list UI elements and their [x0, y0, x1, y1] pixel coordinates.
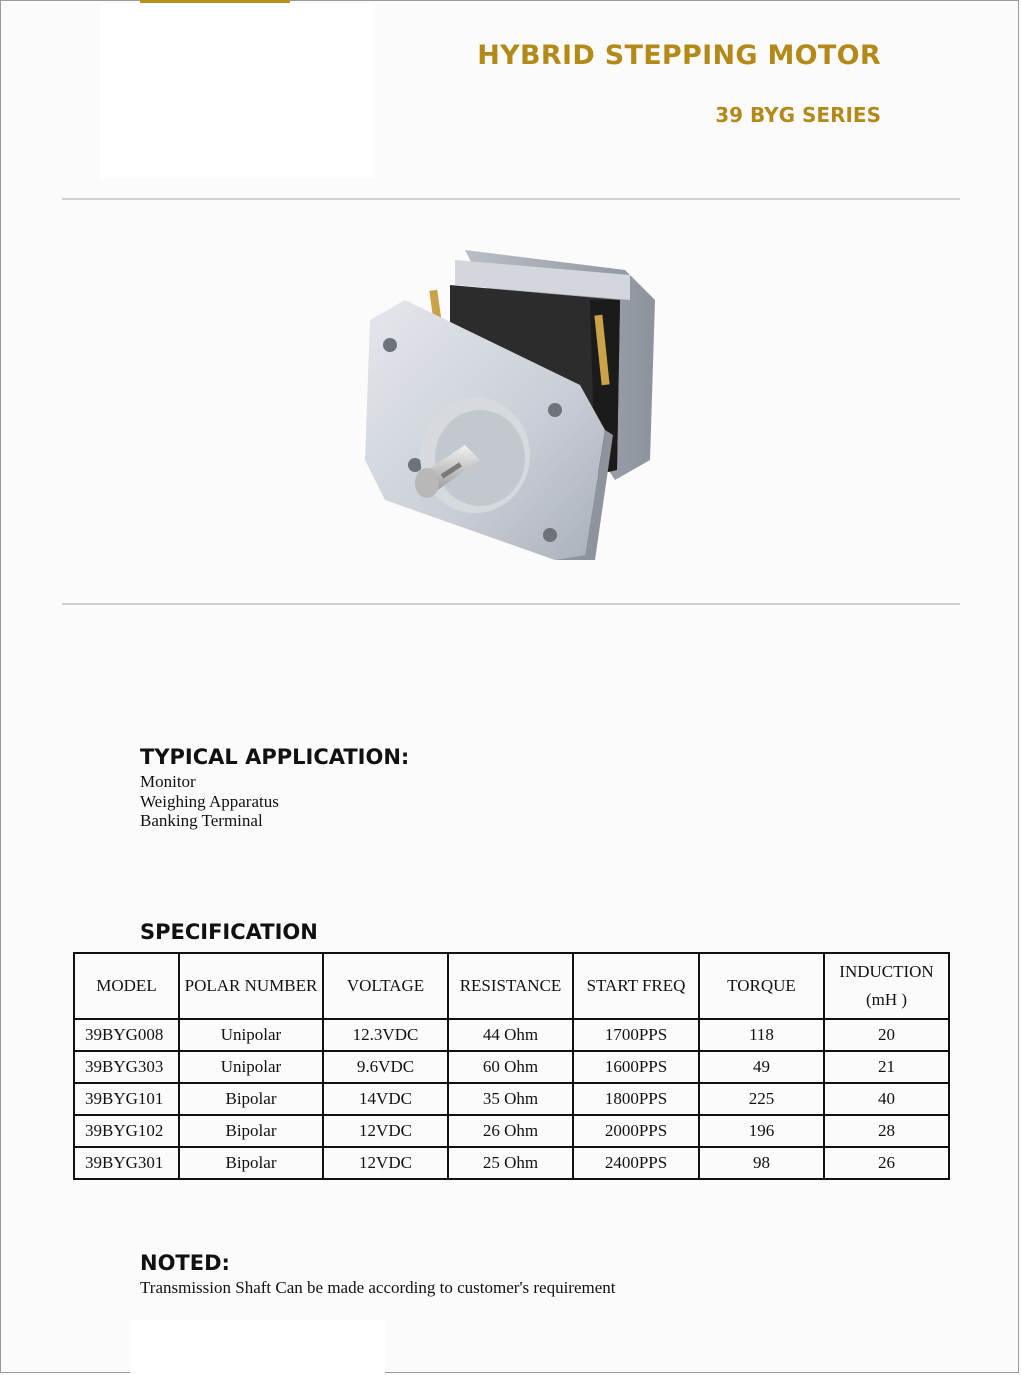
application-list	[140, 772, 279, 831]
cell-torque: 196	[699, 1115, 824, 1147]
cell-torque: 98	[699, 1147, 824, 1179]
cell-start-freq: 1800PPS	[573, 1083, 699, 1115]
page-title: HYBRID STEPPING MOTOR	[477, 40, 881, 71]
cell-polar-number: Bipolar	[179, 1147, 323, 1179]
cell-resistance: 26 Ohm	[448, 1115, 573, 1147]
cell-polar-number: Bipolar	[179, 1115, 323, 1147]
divider-bottom	[62, 603, 960, 605]
cell-induction: 26	[824, 1147, 949, 1179]
column-header-resistance: RESISTANCE	[448, 953, 573, 1019]
column-header-torque: TORQUE	[699, 953, 824, 1019]
table-row	[74, 1051, 949, 1083]
induction-unit: (mH )	[865, 990, 908, 1009]
cell-resistance: 35 Ohm	[448, 1083, 573, 1115]
cell-torque: 225	[699, 1083, 824, 1115]
application-heading: TYPICAL APPLICATION:	[140, 745, 410, 769]
cell-start-freq: 2400PPS	[573, 1147, 699, 1179]
cell-model: 39BYG102	[74, 1115, 179, 1147]
cell-polar-number: Unipolar	[179, 1019, 323, 1051]
table-header-row	[74, 953, 949, 1019]
blank-panel-top	[100, 3, 375, 178]
cell-torque: 118	[699, 1019, 824, 1051]
cell-voltage: 14VDC	[323, 1083, 448, 1115]
cell-model: 39BYG303	[74, 1051, 179, 1083]
cell-polar-number: Bipolar	[179, 1083, 323, 1115]
blank-panel-bottom	[130, 1320, 385, 1375]
list-item: Banking Terminal	[140, 811, 263, 830]
cell-voltage: 12.3VDC	[323, 1019, 448, 1051]
table-row	[74, 1083, 949, 1115]
specification-table	[73, 952, 950, 1180]
series-subtitle: 39 BYG SERIES	[715, 103, 881, 127]
noted-heading: NOTED:	[140, 1251, 230, 1275]
cell-resistance: 60 Ohm	[448, 1051, 573, 1083]
cell-induction: 21	[824, 1051, 949, 1083]
cell-resistance: 25 Ohm	[448, 1147, 573, 1179]
cell-polar-number: Unipolar	[179, 1051, 323, 1083]
divider-top	[62, 198, 960, 200]
list-item: Weighing Apparatus	[140, 791, 279, 811]
cell-resistance: 44 Ohm	[448, 1019, 573, 1051]
specification-heading: SPECIFICATION	[140, 920, 318, 944]
cell-torque: 49	[699, 1051, 824, 1083]
table-row	[74, 1115, 949, 1147]
cell-induction: 28	[824, 1115, 949, 1147]
cell-voltage: 12VDC	[323, 1115, 448, 1147]
cell-voltage: 9.6VDC	[323, 1051, 448, 1083]
cell-start-freq: 1700PPS	[573, 1019, 699, 1051]
noted-text: Transmission Shaft Can be made according to customer's requirement	[140, 1278, 616, 1297]
column-header-voltage: VOLTAGE	[323, 953, 448, 1019]
column-header-start-freq: START FREQ	[573, 953, 699, 1019]
cell-induction: 20	[824, 1019, 949, 1051]
cell-start-freq: 1600PPS	[573, 1051, 699, 1083]
table-row	[74, 1147, 949, 1179]
cell-induction: 40	[824, 1083, 949, 1115]
list-item: Monitor	[140, 772, 196, 791]
cell-voltage: 12VDC	[323, 1147, 448, 1179]
column-header-induction	[824, 953, 949, 1019]
induction-label: INDUCTION	[839, 962, 934, 981]
column-header-model: MODEL	[74, 953, 179, 1019]
table-row	[74, 1019, 949, 1051]
cell-model: 39BYG008	[74, 1019, 179, 1051]
column-header-polar-number: POLAR NUMBER	[179, 953, 323, 1019]
cell-model: 39BYG301	[74, 1147, 179, 1179]
stepper-motor-image	[355, 230, 675, 570]
cell-start-freq: 2000PPS	[573, 1115, 699, 1147]
cell-model: 39BYG101	[74, 1083, 179, 1115]
